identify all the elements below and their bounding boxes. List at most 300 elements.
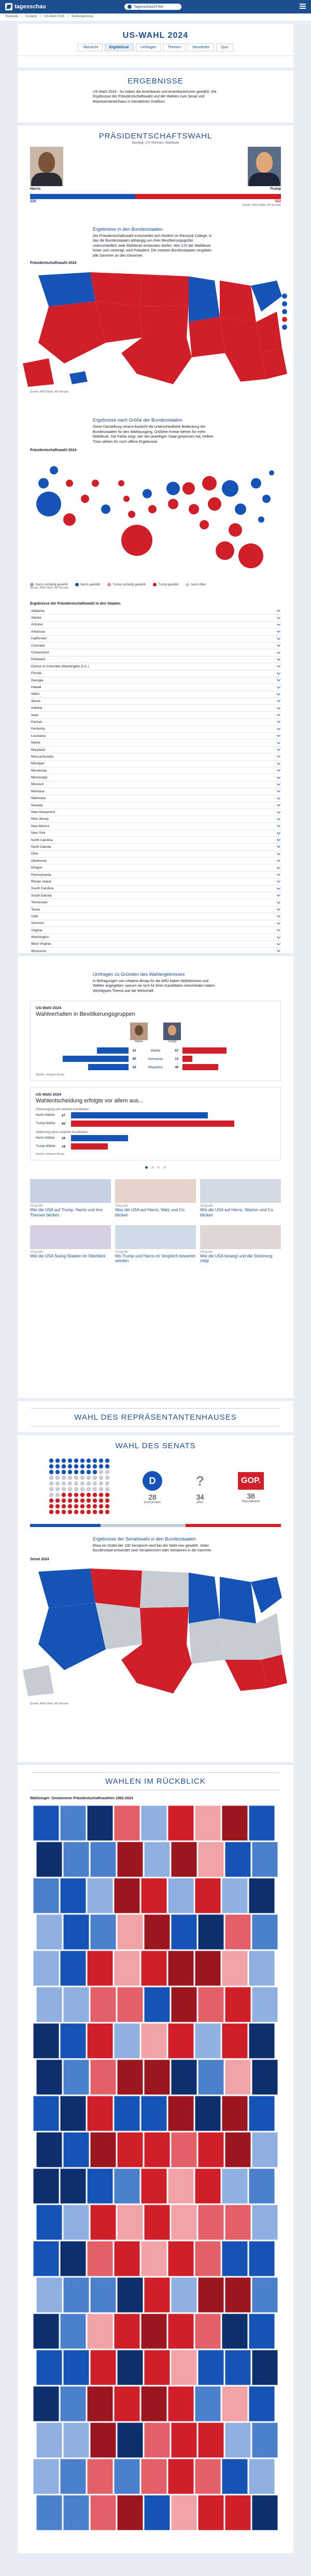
history-state-tile[interactable]	[168, 2241, 194, 2276]
breadcrumb-item[interactable]: US-Wahl 2024	[44, 15, 64, 18]
top-navigation-bar	[0, 0, 311, 13]
history-state-tile[interactable]	[90, 2495, 116, 2530]
history-state-tile[interactable]	[36, 2132, 62, 2167]
state-accordion-item[interactable]	[30, 864, 281, 871]
history-state-tile[interactable]	[225, 1842, 251, 1877]
history-state-tile[interactable]	[141, 2096, 167, 2131]
history-state-tile[interactable]	[63, 2205, 89, 2240]
history-state-tile[interactable]	[87, 2096, 113, 2131]
history-state-tile[interactable]	[36, 2423, 62, 2458]
history-state-tile[interactable]	[90, 1842, 116, 1877]
state-accordion-item[interactable]	[30, 886, 281, 892]
senate-seat	[80, 1504, 84, 1508]
history-state-tile[interactable]	[141, 2459, 167, 2494]
history-state-tile[interactable]	[144, 2495, 170, 2530]
history-state-tile[interactable]	[171, 1842, 197, 1877]
history-state-tile[interactable]	[36, 1914, 62, 1950]
history-state-tile[interactable]	[33, 1805, 59, 1841]
state-name: Texas	[31, 907, 40, 912]
history-state-tile[interactable]	[171, 2132, 197, 2167]
history-state-tile[interactable]	[222, 2459, 248, 2494]
state-accordion-item[interactable]	[30, 802, 281, 809]
history-state-tile[interactable]	[87, 1805, 113, 1841]
history-state-tile[interactable]	[33, 1878, 59, 1913]
history-state-tile[interactable]	[114, 2168, 140, 2204]
history-state-tile[interactable]	[141, 2241, 167, 2276]
teaser-card[interactable]: Infografik Wie die USA auf Harris, Walzen und Co. blicken	[200, 1179, 281, 1217]
history-state-tile[interactable]	[225, 2132, 251, 2167]
senate-seat	[55, 1493, 60, 1497]
state-accordion-item[interactable]	[30, 739, 281, 746]
history-state-tile[interactable]	[225, 2495, 251, 2530]
carousel-dots[interactable]	[18, 1165, 293, 1170]
history-state-tile[interactable]	[222, 2096, 248, 2131]
history-state-tile[interactable]	[36, 2060, 62, 2095]
state-accordion-item[interactable]	[30, 774, 281, 781]
history-state-tile[interactable]	[141, 2168, 167, 2204]
history-state-tile[interactable]	[87, 1878, 113, 1913]
history-state-tile[interactable]	[144, 2277, 170, 2313]
history-state-tile[interactable]	[114, 2096, 140, 2131]
state-name: Georgia	[31, 678, 44, 682]
history-state-tile[interactable]	[195, 2023, 221, 2059]
history-state-tile[interactable]	[117, 2060, 143, 2095]
history-map[interactable]	[18, 1800, 293, 2547]
history-state-tile[interactable]	[90, 2423, 116, 2458]
history-state-tile[interactable]	[252, 2132, 278, 2167]
state-list-heading: Ergebnisse der Präsidentschaftswahl in den Staaten	[30, 602, 121, 606]
history-state-tile[interactable]	[36, 2495, 62, 2530]
history-state-tile[interactable]	[33, 2023, 59, 2059]
history-state-tile[interactable]	[33, 1951, 59, 1986]
gop-logo: GOP.	[238, 1472, 264, 1490]
state-accordion-item[interactable]	[30, 636, 281, 642]
history-state-tile[interactable]	[114, 2459, 140, 2494]
history-state-tile[interactable]	[60, 2386, 86, 2421]
history-state-tile[interactable]	[198, 2423, 224, 2458]
state-accordion-item[interactable]	[30, 837, 281, 844]
teaser-card[interactable]: Infografik Wie die USA Swing-Staaten im Überblick	[30, 1225, 111, 1264]
state-accordion-item[interactable]	[30, 809, 281, 816]
history-state-tile[interactable]	[90, 2205, 116, 2240]
state-accordion-item[interactable]	[30, 649, 281, 656]
history-state-tile[interactable]	[36, 2277, 62, 2313]
history-state-tile[interactable]	[117, 2277, 143, 2313]
history-state-tile[interactable]	[195, 1805, 221, 1841]
state-accordion-item[interactable]	[30, 747, 281, 753]
history-state-tile[interactable]	[60, 2459, 86, 2494]
history-state-tile[interactable]	[198, 2132, 224, 2167]
history-state-tile[interactable]	[195, 2168, 221, 2204]
breadcrumb: Startseite › Ausland › US-Wahl 2024 › Wahlergebnisse	[0, 13, 311, 21]
state-accordion-item[interactable]	[30, 642, 281, 649]
history-state-tile[interactable]	[117, 2132, 143, 2167]
state-accordion-item[interactable]	[30, 608, 281, 614]
history-state-tile[interactable]	[114, 2314, 140, 2349]
state-name: Pennsylvania	[31, 873, 51, 877]
teaser-card[interactable]: Infografik Wie die USA bewegt und die Stimmung zeigt	[200, 1225, 281, 1264]
history-state-tile[interactable]	[222, 1878, 248, 1913]
history-state-tile[interactable]	[90, 1987, 116, 2022]
history-state-tile[interactable]	[60, 2023, 86, 2059]
history-state-tile[interactable]	[168, 2168, 194, 2204]
history-state-tile[interactable]	[252, 2205, 278, 2240]
history-state-tile[interactable]	[60, 2314, 86, 2349]
senate-map[interactable]	[18, 1561, 293, 1701]
history-state-tile[interactable]	[117, 1987, 143, 2022]
state-name: Connecticut	[31, 651, 49, 655]
history-state-tile[interactable]	[168, 2386, 194, 2421]
history-state-tile[interactable]	[198, 2277, 224, 2313]
state-accordion-item[interactable]	[30, 698, 281, 705]
history-state-tile[interactable]	[144, 1914, 170, 1950]
rep-seat-count: 38	[247, 1492, 255, 1500]
history-state-tile[interactable]	[60, 2096, 86, 2131]
state-accordion-item[interactable]	[30, 795, 281, 802]
history-state-tile[interactable]	[141, 1878, 167, 1913]
history-state-tile[interactable]	[87, 2459, 113, 2494]
history-state-tile[interactable]	[249, 2023, 275, 2059]
state-accordion-item[interactable]	[30, 656, 281, 663]
poll-card-title: US-Wahl 2024	[36, 1005, 62, 1011]
menu-icon[interactable]	[300, 4, 306, 10]
history-state-tile[interactable]	[114, 1805, 140, 1841]
history-state-tile[interactable]	[225, 2205, 251, 2240]
state-accordion-item[interactable]	[30, 899, 281, 906]
teaser-card[interactable]: Infografik Wie die USA auf Trump, Harris und ihre Themen blicken	[30, 1179, 111, 1217]
history-state-tile[interactable]	[87, 2241, 113, 2276]
state-accordion-item[interactable]	[30, 913, 281, 920]
history-state-tile[interactable]	[252, 1842, 278, 1877]
history-state-tile[interactable]	[225, 2423, 251, 2458]
senate-bar	[30, 1524, 281, 1527]
share-bar	[71, 1112, 208, 1118]
state-accordion-item[interactable]	[30, 761, 281, 767]
state-accordion-item[interactable]	[30, 614, 281, 621]
history-state-tile[interactable]	[249, 2096, 275, 2131]
state-accordion-item[interactable]	[30, 816, 281, 823]
history-state-tile[interactable]	[141, 2314, 167, 2349]
history-state-tile[interactable]	[168, 2314, 194, 2349]
tab-overview[interactable]: Übersicht	[78, 44, 103, 51]
history-state-tile[interactable]	[168, 1878, 194, 1913]
history-state-tile[interactable]	[36, 2205, 62, 2240]
state-accordion-item[interactable]	[30, 934, 281, 941]
history-state-tile[interactable]	[63, 2060, 89, 2095]
history-state-tile[interactable]	[63, 1987, 89, 2022]
history-state-tile[interactable]	[141, 2386, 167, 2421]
teaser-card[interactable]: Infografik Was die USA auf Harris, Walz und Co. blicken	[115, 1179, 196, 1217]
history-state-tile[interactable]	[222, 2314, 248, 2349]
senate-seat	[105, 1470, 109, 1474]
rep-share-bar	[182, 1064, 218, 1070]
history-state-tile[interactable]	[60, 2168, 86, 2204]
history-state-tile[interactable]	[63, 2350, 89, 2385]
history-state-tile[interactable]	[144, 2423, 170, 2458]
history-state-tile[interactable]	[90, 2132, 116, 2167]
dem-candidate-name: Harris	[30, 187, 41, 191]
state-name: Washington	[31, 935, 49, 940]
history-state-tile[interactable]	[168, 1951, 194, 1986]
history-state-tile[interactable]	[60, 2241, 86, 2276]
group-label: Weiße	[150, 1048, 161, 1053]
history-state-tile[interactable]	[114, 1951, 140, 1986]
history-state-tile[interactable]	[225, 2350, 251, 2385]
state-accordion-item[interactable]	[30, 691, 281, 698]
history-state-tile[interactable]	[60, 1878, 86, 1913]
state-accordion-item[interactable]	[30, 892, 281, 899]
history-state-tile[interactable]	[195, 2096, 221, 2131]
map-title: Präsidentschaftswahl 2024	[30, 261, 77, 265]
history-state-tile[interactable]	[222, 1805, 248, 1841]
history-state-tile[interactable]	[117, 2350, 143, 2385]
history-state-tile[interactable]	[168, 2459, 194, 2494]
state-accordion-item[interactable]	[30, 788, 281, 795]
history-state-tile[interactable]	[144, 1987, 170, 2022]
state-accordion-item[interactable]	[30, 712, 281, 719]
history-state-tile[interactable]	[171, 2205, 197, 2240]
history-state-tile[interactable]	[114, 2023, 140, 2059]
history-state-tile[interactable]	[195, 2386, 221, 2421]
history-state-tile[interactable]	[36, 2350, 62, 2385]
history-state-tile[interactable]	[90, 1914, 116, 1950]
history-state-tile[interactable]	[225, 2277, 251, 2313]
history-state-tile[interactable]	[33, 2314, 59, 2349]
history-state-tile[interactable]	[117, 2495, 143, 2530]
history-state-tile[interactable]	[63, 2277, 89, 2313]
history-state-tile[interactable]	[90, 2350, 116, 2385]
history-state-tile[interactable]	[33, 2459, 59, 2494]
chevron-down-icon	[277, 948, 280, 952]
history-state-tile[interactable]	[252, 2277, 278, 2313]
history-state-tile[interactable]	[60, 1805, 86, 1841]
history-state-tile[interactable]	[33, 2096, 59, 2131]
senate-seat	[55, 1464, 60, 1468]
breadcrumb-item[interactable]: Startseite	[5, 15, 19, 18]
state-accordion-item[interactable]	[30, 705, 281, 711]
election-map[interactable]	[18, 265, 293, 389]
state-accordion-item[interactable]	[30, 670, 281, 677]
history-state-tile[interactable]	[198, 1914, 224, 1950]
history-state-tile[interactable]	[222, 1951, 248, 1986]
history-state-tile[interactable]	[144, 2205, 170, 2240]
bubble-map-title: Präsidentschaftswahl 2024	[30, 448, 77, 452]
history-state-tile[interactable]	[36, 1987, 62, 2022]
history-state-tile[interactable]	[117, 2423, 143, 2458]
tab-quiz[interactable]: Quiz	[216, 44, 233, 51]
history-state-tile[interactable]	[144, 1842, 170, 1877]
state-accordion-item[interactable]	[30, 767, 281, 774]
history-state-tile[interactable]	[171, 1914, 197, 1950]
history-state-tile[interactable]	[171, 2423, 197, 2458]
state-name: Maine	[31, 741, 40, 745]
history-state-tile[interactable]	[198, 2205, 224, 2240]
history-state-tile[interactable]	[195, 2241, 221, 2276]
state-accordion-item[interactable]	[30, 851, 281, 858]
chevron-down-icon	[277, 636, 280, 640]
history-state-tile[interactable]	[90, 2060, 116, 2095]
history-state-tile[interactable]	[195, 2314, 221, 2349]
state-accordion-item[interactable]	[30, 781, 281, 788]
history-state-tile[interactable]	[144, 2350, 170, 2385]
history-state-tile[interactable]	[249, 1805, 275, 1841]
tab-polls[interactable]: Umfragen	[136, 44, 161, 51]
state-accordion-item[interactable]	[30, 628, 281, 635]
chevron-down-icon	[277, 837, 280, 841]
history-state-tile[interactable]	[60, 1951, 86, 1986]
senate-seat	[80, 1499, 84, 1503]
breadcrumb-item[interactable]: Ausland	[25, 15, 37, 18]
state-name: Florida	[31, 671, 41, 676]
state-accordion-item[interactable]	[30, 684, 281, 691]
legend-item: Harris gewählt	[75, 583, 100, 586]
livestream-button[interactable]	[124, 4, 181, 10]
state-accordion-item[interactable]	[30, 872, 281, 878]
history-state-tile[interactable]	[63, 2132, 89, 2167]
history-state-tile[interactable]	[198, 1842, 224, 1877]
history-state-tile[interactable]	[249, 2168, 275, 2204]
state-accordion-item[interactable]	[30, 733, 281, 739]
state-accordion-item[interactable]	[30, 920, 281, 927]
polls-card	[18, 956, 293, 1398]
history-state-tile[interactable]	[252, 2350, 278, 2385]
chevron-down-icon	[277, 698, 280, 702]
history-state-tile[interactable]	[90, 2277, 116, 2313]
senate-seat	[99, 1470, 103, 1474]
history-state-tile[interactable]	[63, 1914, 89, 1950]
history-state-tile[interactable]	[195, 1951, 221, 1986]
livestream-label: Tagesschau24 live	[134, 5, 164, 9]
history-state-tile[interactable]	[225, 1914, 251, 1950]
history-state-tile[interactable]	[198, 2350, 224, 2385]
history-state-tile[interactable]	[252, 2423, 278, 2458]
history-state-tile[interactable]	[141, 1951, 167, 1986]
state-accordion-item[interactable]	[30, 858, 281, 864]
history-state-tile[interactable]	[252, 2060, 278, 2095]
tab-results[interactable]: Ergebnisse	[105, 44, 134, 51]
senate-seat	[49, 1499, 53, 1503]
history-state-tile[interactable]	[141, 1805, 167, 1841]
history-state-tile[interactable]	[252, 1987, 278, 2022]
history-state-tile[interactable]	[117, 1842, 143, 1877]
breadcrumb-item: Wahlergebnisse	[71, 15, 94, 18]
history-state-tile[interactable]	[252, 1914, 278, 1950]
senate-seat	[99, 1510, 103, 1514]
history-state-tile[interactable]	[195, 1878, 221, 1913]
state-accordion-item[interactable]	[30, 948, 281, 955]
history-state-tile[interactable]	[117, 2205, 143, 2240]
history-state-tile[interactable]	[225, 1987, 251, 2022]
history-state-tile[interactable]	[225, 2060, 251, 2095]
history-state-tile[interactable]	[249, 2314, 275, 2349]
history-state-tile[interactable]	[114, 2386, 140, 2421]
history-state-tile[interactable]	[171, 2350, 197, 2385]
state-accordion-item[interactable]	[30, 927, 281, 934]
history-state-tile[interactable]	[36, 1842, 62, 1877]
history-state-tile[interactable]	[171, 2060, 197, 2095]
history-state-tile[interactable]	[33, 2386, 59, 2421]
senate-seat	[74, 1499, 78, 1503]
senate-seat	[105, 1481, 109, 1486]
chevron-down-icon	[277, 893, 280, 897]
house-section-button[interactable]: WAHL DES REPRÄSENTANTENHAUSES	[31, 1408, 280, 1426]
history-state-tile[interactable]	[249, 2459, 275, 2494]
state-accordion-item[interactable]	[30, 941, 281, 948]
bubble-map[interactable]	[18, 452, 293, 582]
state-accordion-item[interactable]	[30, 726, 281, 733]
tab-topics[interactable]: Themen	[163, 44, 186, 51]
title-card	[18, 24, 293, 67]
senate-seat	[62, 1504, 66, 1508]
history-state-tile[interactable]	[198, 1987, 224, 2022]
history-state-tile[interactable]	[87, 2314, 113, 2349]
state-accordion-item[interactable]	[30, 622, 281, 628]
history-state-tile[interactable]	[222, 2023, 248, 2059]
history-state-tile[interactable]	[114, 1878, 140, 1913]
history-state-tile[interactable]	[114, 2241, 140, 2276]
rep-seats-block: GOP. 38 Republikaner	[238, 1472, 264, 1503]
senate-seat	[87, 1459, 91, 1463]
state-accordion-item[interactable]	[30, 663, 281, 670]
teaser-card[interactable]: Infografik Wo Trump und Harris im Vergleich bewertet werden	[115, 1225, 196, 1264]
history-state-tile[interactable]	[144, 2060, 170, 2095]
history-state-tile[interactable]	[249, 2386, 275, 2421]
tab-newsletter[interactable]: Newsletter	[188, 44, 214, 51]
history-state-tile[interactable]	[222, 2241, 248, 2276]
history-state-tile[interactable]	[87, 2168, 113, 2204]
history-state-tile[interactable]	[168, 1805, 194, 1841]
history-state-tile[interactable]	[249, 1878, 275, 1913]
history-state-tile[interactable]	[222, 2168, 248, 2204]
history-state-tile[interactable]	[171, 2495, 197, 2530]
history-state-tile[interactable]	[249, 2241, 275, 2276]
history-state-tile[interactable]	[63, 1842, 89, 1877]
history-state-tile[interactable]	[168, 2023, 194, 2059]
state-accordion-item[interactable]	[30, 906, 281, 913]
history-state-tile[interactable]	[195, 2459, 221, 2494]
history-state-tile[interactable]	[87, 2386, 113, 2421]
history-state-tile[interactable]	[222, 2386, 248, 2421]
state-accordion-item[interactable]	[30, 878, 281, 885]
history-state-tile[interactable]	[87, 1951, 113, 1986]
history-state-tile[interactable]	[117, 1914, 143, 1950]
state-accordion-item[interactable]	[30, 844, 281, 850]
history-state-tile[interactable]	[198, 2060, 224, 2095]
senate-seat	[68, 1487, 72, 1491]
history-state-tile[interactable]	[168, 2096, 194, 2131]
history-state-tile[interactable]	[198, 2495, 224, 2530]
history-state-tile[interactable]	[63, 2495, 89, 2530]
history-state-tile[interactable]	[171, 2277, 197, 2313]
history-state-tile[interactable]	[144, 2132, 170, 2167]
state-accordion-item[interactable]	[30, 677, 281, 684]
state-accordion-item[interactable]	[30, 830, 281, 837]
state-accordion-item[interactable]	[30, 823, 281, 830]
history-state-tile[interactable]	[33, 2168, 59, 2204]
state-accordion-item[interactable]	[30, 753, 281, 760]
tagesschau-logo[interactable]	[5, 3, 46, 10]
chevron-down-icon	[277, 900, 280, 904]
history-state-tile[interactable]	[87, 2023, 113, 2059]
history-state-tile[interactable]	[252, 2495, 278, 2530]
senate-seat	[80, 1459, 84, 1463]
history-state-tile[interactable]	[171, 1987, 197, 2022]
state-accordion-item[interactable]	[30, 719, 281, 725]
history-state-tile[interactable]	[63, 2423, 89, 2458]
history-state-tile[interactable]	[141, 2023, 167, 2059]
history-state-tile[interactable]	[33, 2241, 59, 2276]
history-state-tile[interactable]	[249, 1951, 275, 1986]
